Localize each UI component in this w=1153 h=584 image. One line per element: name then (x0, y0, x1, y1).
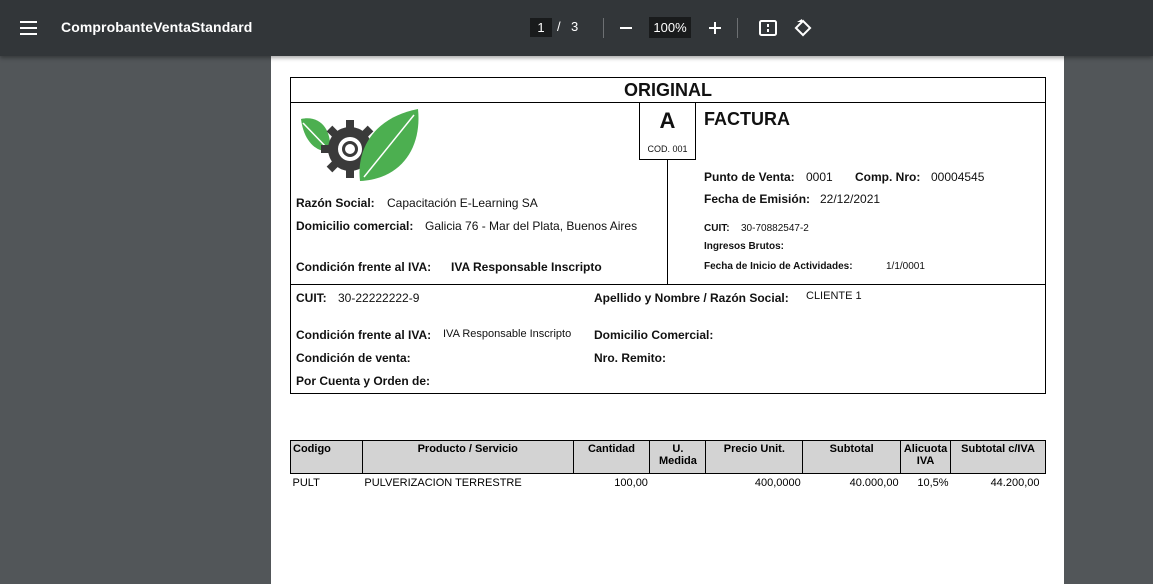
client-cuit-value: 30-22222222-9 (338, 291, 420, 305)
column-header: Subtotal c/IVA (951, 441, 1046, 474)
client-iva-label: Condición frente al IVA: (296, 328, 432, 342)
column-header: U. Medida (650, 441, 706, 474)
issuer-cuit-value: 30-70882547-2 (741, 223, 809, 234)
pdf-toolbar (0, 0, 1153, 56)
client-name-label: Apellido y Nombre / Razón Social: (594, 291, 789, 305)
document-title: ComprobanteVentaStandard (61, 19, 253, 35)
razon-social-value: Capacitación E-Learning SA (387, 196, 538, 210)
domicilio-label: Domicilio comercial: (296, 219, 414, 233)
cell-alicuota: 10,5% (917, 477, 949, 489)
cell-subtotal: 40.000,00 (849, 477, 899, 489)
page-number-input[interactable] (530, 18, 552, 37)
toolbar-divider (737, 18, 738, 38)
page-separator: / (557, 19, 561, 34)
items-table (290, 440, 1046, 492)
total-pages: 3 (571, 19, 579, 34)
fecha-emision-value: 22/12/2021 (820, 192, 881, 206)
client-name-value: CLIENTE 1 (806, 290, 862, 302)
client-cuit-label: CUIT: (296, 291, 327, 305)
zoom-in-icon[interactable] (701, 14, 729, 42)
inicio-actividades-value: 1/1/0001 (886, 261, 925, 272)
cell-precio: 400,0000 (754, 477, 801, 489)
column-header: Alicuota IVA (901, 441, 951, 474)
cell-subtotal-iva: 44.200,00 (990, 477, 1040, 489)
comp-nro-value: 00004545 (931, 170, 985, 184)
invoice-letter: A (659, 108, 676, 133)
cell-cantidad: 100,00 (614, 477, 648, 489)
client-domicilio-label: Domicilio Comercial: (594, 328, 714, 342)
issuer-divider (667, 160, 668, 285)
invoice-page (271, 56, 1064, 584)
column-header: Codigo (291, 441, 363, 474)
column-header: Precio Unit. (706, 441, 803, 474)
fit-page-icon[interactable] (754, 14, 782, 42)
zoom-out-icon[interactable] (612, 14, 640, 42)
condicion-venta-label: Condición de venta: (296, 351, 411, 365)
cell-producto: PULVERIZACION TERRESTRE (364, 477, 522, 489)
menu-icon[interactable] (12, 12, 44, 44)
inicio-actividades-label: Fecha de Inicio de Actividades: (704, 261, 853, 272)
table-row (291, 474, 1046, 493)
iva-condition-label: Condición frente al IVA: (296, 260, 432, 274)
fecha-emision-label: Fecha de Emisión: (704, 192, 811, 206)
cuenta-orden-label: Por Cuenta y Orden de: (296, 374, 431, 388)
doc-type: FACTURA (704, 109, 790, 129)
column-header: Cantidad (573, 441, 650, 474)
punto-venta-label: Punto de Venta: (704, 170, 795, 184)
toolbar-divider (603, 18, 604, 38)
domicilio-value: Galicia 76 - Mar del Plata, Buenos Aires (425, 219, 638, 233)
punto-venta-value: 0001 (806, 170, 833, 184)
zoom-level[interactable]: 100% (649, 17, 691, 38)
column-header: Subtotal (803, 441, 901, 474)
company-logo (298, 107, 420, 192)
remito-label: Nro. Remito: (594, 351, 666, 365)
column-header: Producto / Servicio (362, 441, 573, 474)
table-header-row (291, 441, 1046, 474)
cell-unidad (650, 474, 706, 493)
rotate-icon[interactable] (789, 14, 817, 42)
client-iva-value: IVA Responsable Inscripto (443, 328, 572, 340)
issuer-cuit-label: CUIT: (704, 223, 730, 234)
copy-label: ORIGINAL (624, 80, 712, 100)
invoice-code: COD. 001 (647, 144, 688, 154)
iibb-label: Ingresos Brutos: (704, 241, 785, 252)
invoice-letter-box (639, 102, 696, 160)
iva-condition-value: IVA Responsable Inscripto (451, 260, 602, 274)
copy-header (290, 77, 1046, 103)
razon-social-label: Razón Social: (296, 196, 375, 210)
comp-nro-label: Comp. Nro: (855, 170, 921, 184)
cell-codigo: PULT (292, 477, 320, 489)
